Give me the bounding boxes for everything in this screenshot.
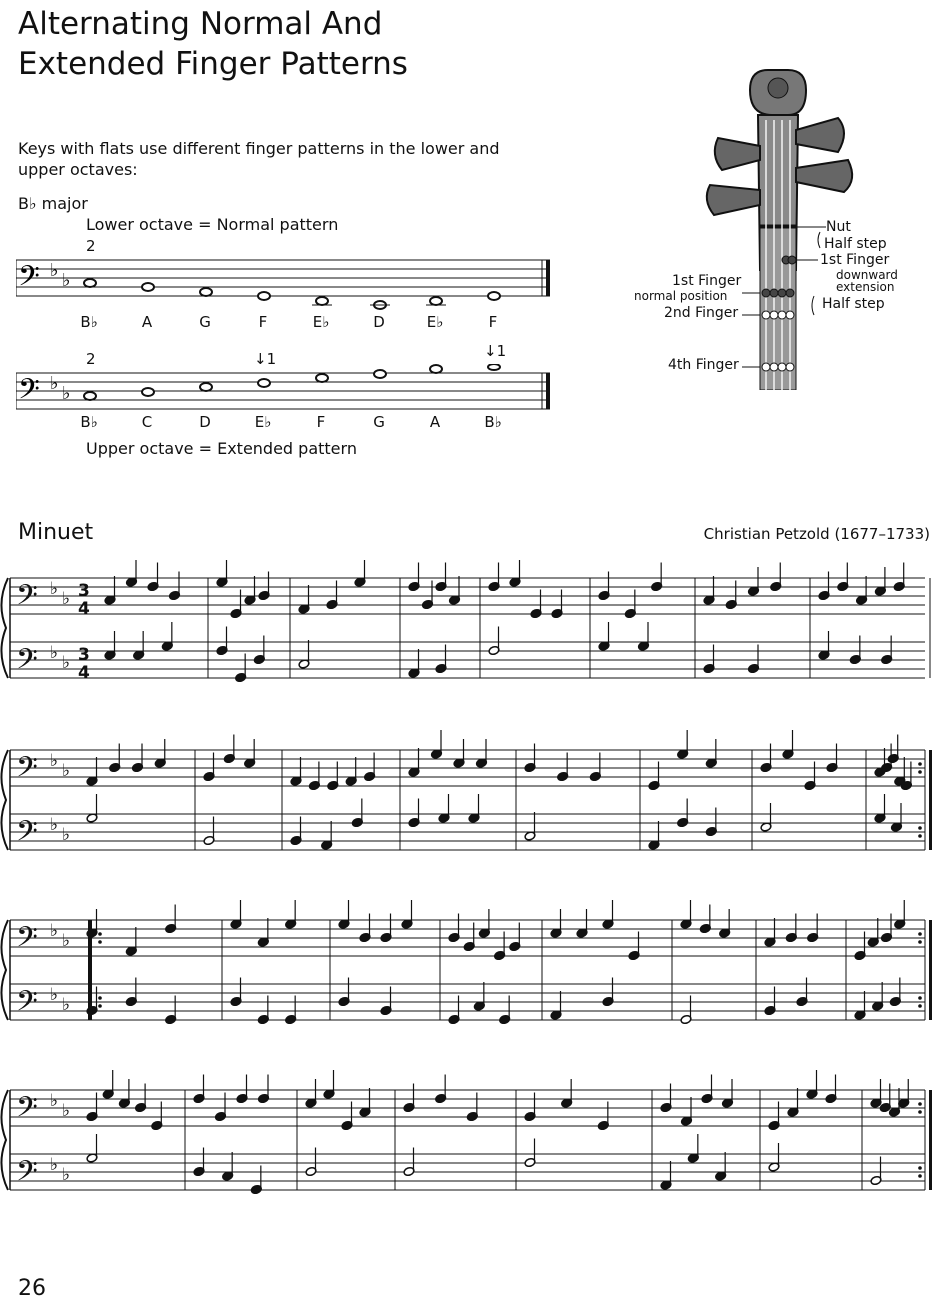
note-name: D (373, 313, 385, 331)
normal-position-label: normal position (634, 289, 728, 303)
note-name: C (141, 413, 153, 431)
svg-text:♭: ♭ (50, 751, 59, 771)
note-name: B♭ (484, 413, 502, 431)
svg-text:♭: ♭ (50, 1091, 59, 1111)
downward-label: downward (836, 268, 898, 282)
half-step-label-2: Half step (822, 296, 885, 312)
svg-text:♭: ♭ (62, 589, 71, 609)
nut-label: Nut (826, 219, 851, 235)
svg-text:𝄢: 𝄢 (16, 1091, 38, 1131)
first-finger-normal-label: 1st Finger (672, 273, 742, 289)
second-finger-label: 2nd Finger (664, 305, 739, 321)
svg-text:♭: ♭ (62, 995, 71, 1015)
svg-text:♭: ♭ (50, 260, 59, 281)
svg-text:𝄢: 𝄢 (18, 373, 40, 413)
title-line-2: Extended Finger Patterns (18, 46, 408, 82)
lower-fingering: 2 (86, 237, 96, 255)
note-name: A (429, 413, 441, 431)
svg-text:♭: ♭ (50, 921, 59, 941)
svg-text:𝄢: 𝄢 (16, 1155, 38, 1195)
svg-text:4: 4 (78, 663, 90, 683)
svg-text:♭: ♭ (62, 1101, 71, 1121)
minuet-score (0, 560, 940, 1260)
svg-text:♭: ♭ (50, 815, 59, 835)
svg-text:3: 3 (78, 645, 90, 665)
svg-text:♭: ♭ (62, 931, 71, 951)
svg-text:3: 3 (78, 581, 90, 601)
fourth-finger-label: 4th Finger (668, 357, 739, 373)
note-name: E♭ (254, 413, 272, 431)
svg-text:♭: ♭ (50, 373, 59, 394)
svg-text:𝄢: 𝄢 (16, 579, 38, 619)
svg-text:♭: ♭ (62, 270, 71, 291)
lower-octave-caption: Lower octave = Normal pattern (86, 215, 339, 234)
extension-label: extension (836, 280, 895, 294)
upper-fingering: ↓1 (484, 342, 507, 360)
page-title (18, 4, 408, 84)
svg-text:♭: ♭ (62, 383, 71, 404)
upper-fingering: 2 (86, 350, 96, 368)
note-name: E♭ (312, 313, 330, 331)
svg-text:4: 4 (78, 599, 90, 619)
intro-text: Keys with flats use different finger patterns in the lower and upper octaves: (18, 139, 500, 179)
upper-fingering: ↓1 (254, 350, 277, 368)
svg-text:♭: ♭ (50, 579, 59, 599)
svg-text:𝄢: 𝄢 (16, 985, 38, 1025)
svg-text:♭: ♭ (62, 653, 71, 673)
note-name: A (141, 313, 153, 331)
note-name: G (373, 413, 385, 431)
svg-text:𝄢: 𝄢 (16, 643, 38, 683)
piece-title: Minuet (18, 520, 94, 545)
upper-octave-caption: Upper octave = Extended pattern (86, 439, 357, 458)
cello-fingerboard-diagram (630, 60, 930, 390)
svg-text:♭: ♭ (62, 1165, 71, 1185)
note-name: B♭ (80, 413, 98, 431)
half-step-label: Half step (824, 236, 887, 252)
note-name: F (316, 413, 326, 431)
lower-scale-staff (16, 256, 556, 316)
title-line-1: Alternating Normal And (18, 6, 383, 42)
key-label: B♭ major (18, 194, 88, 213)
svg-text:♭: ♭ (62, 825, 71, 845)
note-name: F (258, 313, 268, 331)
svg-text:♭: ♭ (50, 1155, 59, 1175)
note-name: B♭ (80, 313, 98, 331)
bass-clef-icon: 𝄢 (18, 260, 40, 300)
svg-text:♭: ♭ (50, 643, 59, 663)
first-finger-extension-label: 1st Finger (820, 252, 890, 268)
svg-text:♭: ♭ (50, 985, 59, 1005)
note-name: F (488, 313, 498, 331)
note-name: E♭ (426, 313, 444, 331)
composer: Christian Petzold (1677–1733) (703, 525, 930, 543)
note-name: D (199, 413, 211, 431)
svg-text:𝄢: 𝄢 (16, 751, 38, 791)
upper-scale-staff (16, 364, 556, 414)
note-name: G (199, 313, 211, 331)
svg-text:♭: ♭ (62, 761, 71, 781)
svg-text:𝄢: 𝄢 (16, 921, 38, 961)
page-number: 26 (18, 1276, 46, 1301)
svg-text:𝄢: 𝄢 (16, 815, 38, 855)
